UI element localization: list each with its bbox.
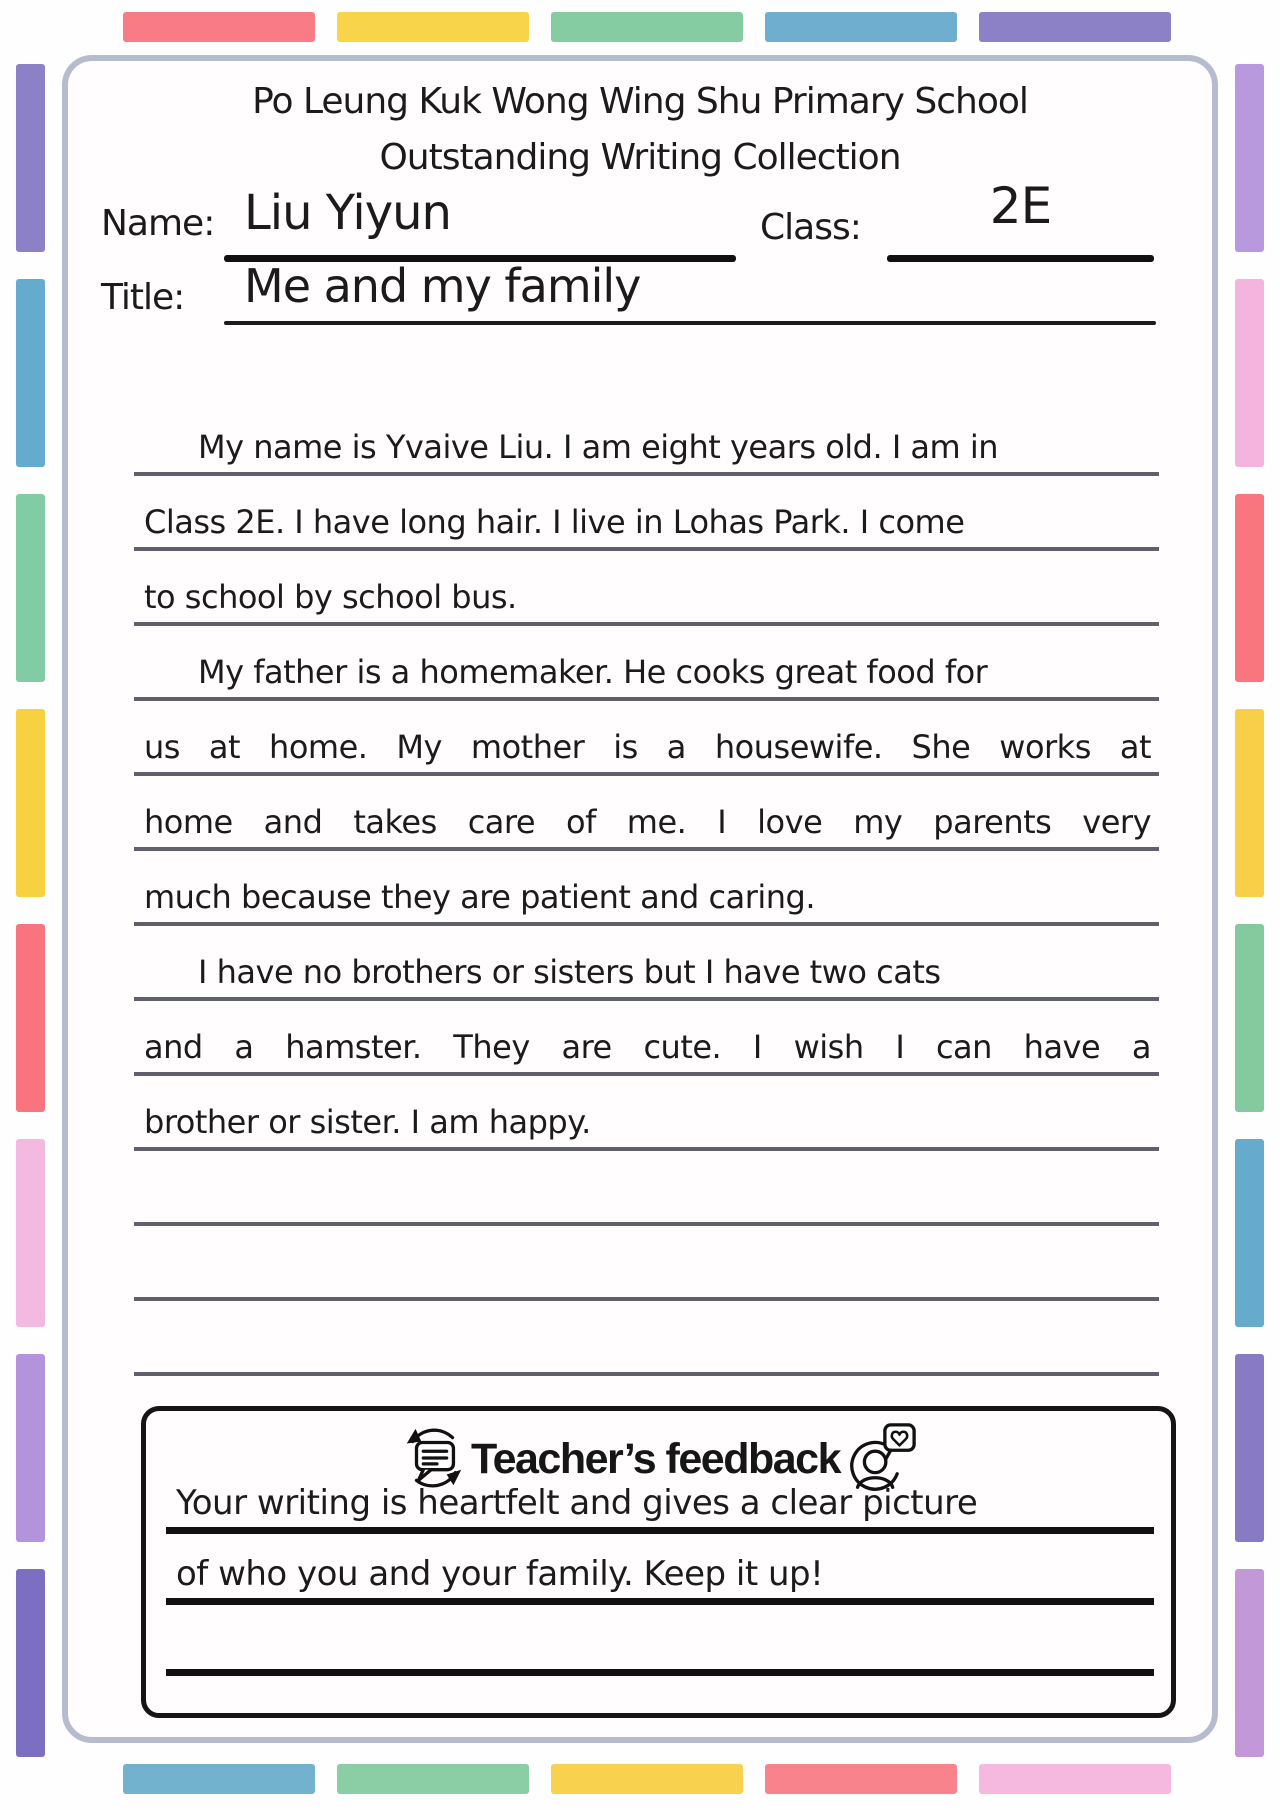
color-block xyxy=(1235,64,1264,252)
essay-line-text: much because they are patient and caring. xyxy=(144,878,815,916)
color-block xyxy=(16,1354,45,1542)
name-label: Name: xyxy=(101,203,215,244)
color-block xyxy=(16,709,45,897)
title-label: Title: xyxy=(101,277,185,318)
essay-body xyxy=(134,401,1159,1376)
color-block xyxy=(765,1764,957,1794)
essay-line xyxy=(134,1001,1159,1076)
color-block xyxy=(16,924,45,1112)
color-block xyxy=(551,1764,743,1794)
feedback-heading: Teacher’s feedback xyxy=(471,1434,840,1483)
color-block xyxy=(765,12,957,42)
feedback-line xyxy=(166,1463,1154,1534)
feedback-line xyxy=(166,1534,1154,1605)
title-value: Me and my family xyxy=(244,259,641,313)
class-value: 2E xyxy=(989,177,1052,235)
color-block xyxy=(16,64,45,252)
essay-line-text: us at home. My mother is a housewife. She works at xyxy=(144,728,1151,766)
essay-line-text: My father is a homemaker. He cooks great food for xyxy=(198,653,988,691)
essay-line xyxy=(134,1151,1159,1226)
essay-line xyxy=(134,551,1159,626)
color-block xyxy=(979,12,1171,42)
essay-line-text: Class 2E. I have long hair. I live in Lohas Park. I come xyxy=(144,503,965,541)
school-name: Po Leung Kuk Wong Wing Shu Primary School xyxy=(252,81,1028,122)
color-block xyxy=(1235,279,1264,467)
color-block xyxy=(1235,709,1264,897)
color-block xyxy=(16,279,45,467)
color-block xyxy=(123,1764,315,1794)
feedback-line-text: of who you and your family. Keep it up! xyxy=(176,1554,824,1594)
class-underline xyxy=(887,255,1154,262)
feedback-line xyxy=(166,1605,1154,1676)
essay-line-text: My name is Yvaive Liu. I am eight years old. I am in xyxy=(198,428,999,466)
essay-line xyxy=(134,701,1159,776)
essay-line xyxy=(134,626,1159,701)
color-block xyxy=(1235,1569,1264,1757)
essay-line xyxy=(134,476,1159,551)
essay-line-text: brother or sister. I am happy. xyxy=(144,1103,591,1141)
essay-line xyxy=(134,851,1159,926)
color-block xyxy=(123,12,315,42)
essay-line xyxy=(134,1301,1159,1376)
essay-line-text: home and takes care of me. I love my parents very xyxy=(144,803,1151,841)
color-block xyxy=(551,12,743,42)
color-block xyxy=(16,494,45,682)
color-block xyxy=(1235,1139,1264,1327)
color-block xyxy=(1235,1354,1264,1542)
color-block xyxy=(1235,494,1264,682)
essay-line-text: I have no brothers or sisters but I have two cats xyxy=(198,953,941,991)
essay-line xyxy=(134,401,1159,476)
class-label: Class: xyxy=(760,207,861,248)
essay-line xyxy=(134,1076,1159,1151)
color-block xyxy=(979,1764,1171,1794)
feedback-lines xyxy=(166,1463,1154,1676)
color-block xyxy=(16,1139,45,1327)
teacher-feedback-box xyxy=(141,1406,1176,1718)
worksheet-card xyxy=(62,55,1218,1743)
essay-line xyxy=(134,926,1159,1001)
color-block xyxy=(337,12,529,42)
collection-title: Outstanding Writing Collection xyxy=(379,137,901,178)
color-block xyxy=(1235,924,1264,1112)
essay-line xyxy=(134,1226,1159,1301)
essay-line-text: to school by school bus. xyxy=(144,578,517,616)
feedback-line-text: Your writing is heartfelt and gives a clear picture xyxy=(176,1483,978,1523)
essay-line xyxy=(134,776,1159,851)
essay-line-text: and a hamster. They are cute. I wish I can have a xyxy=(144,1028,1151,1066)
name-value: Liu Yiyun xyxy=(244,185,451,241)
color-block xyxy=(337,1764,529,1794)
color-block xyxy=(16,1569,45,1757)
title-underline xyxy=(224,321,1156,325)
